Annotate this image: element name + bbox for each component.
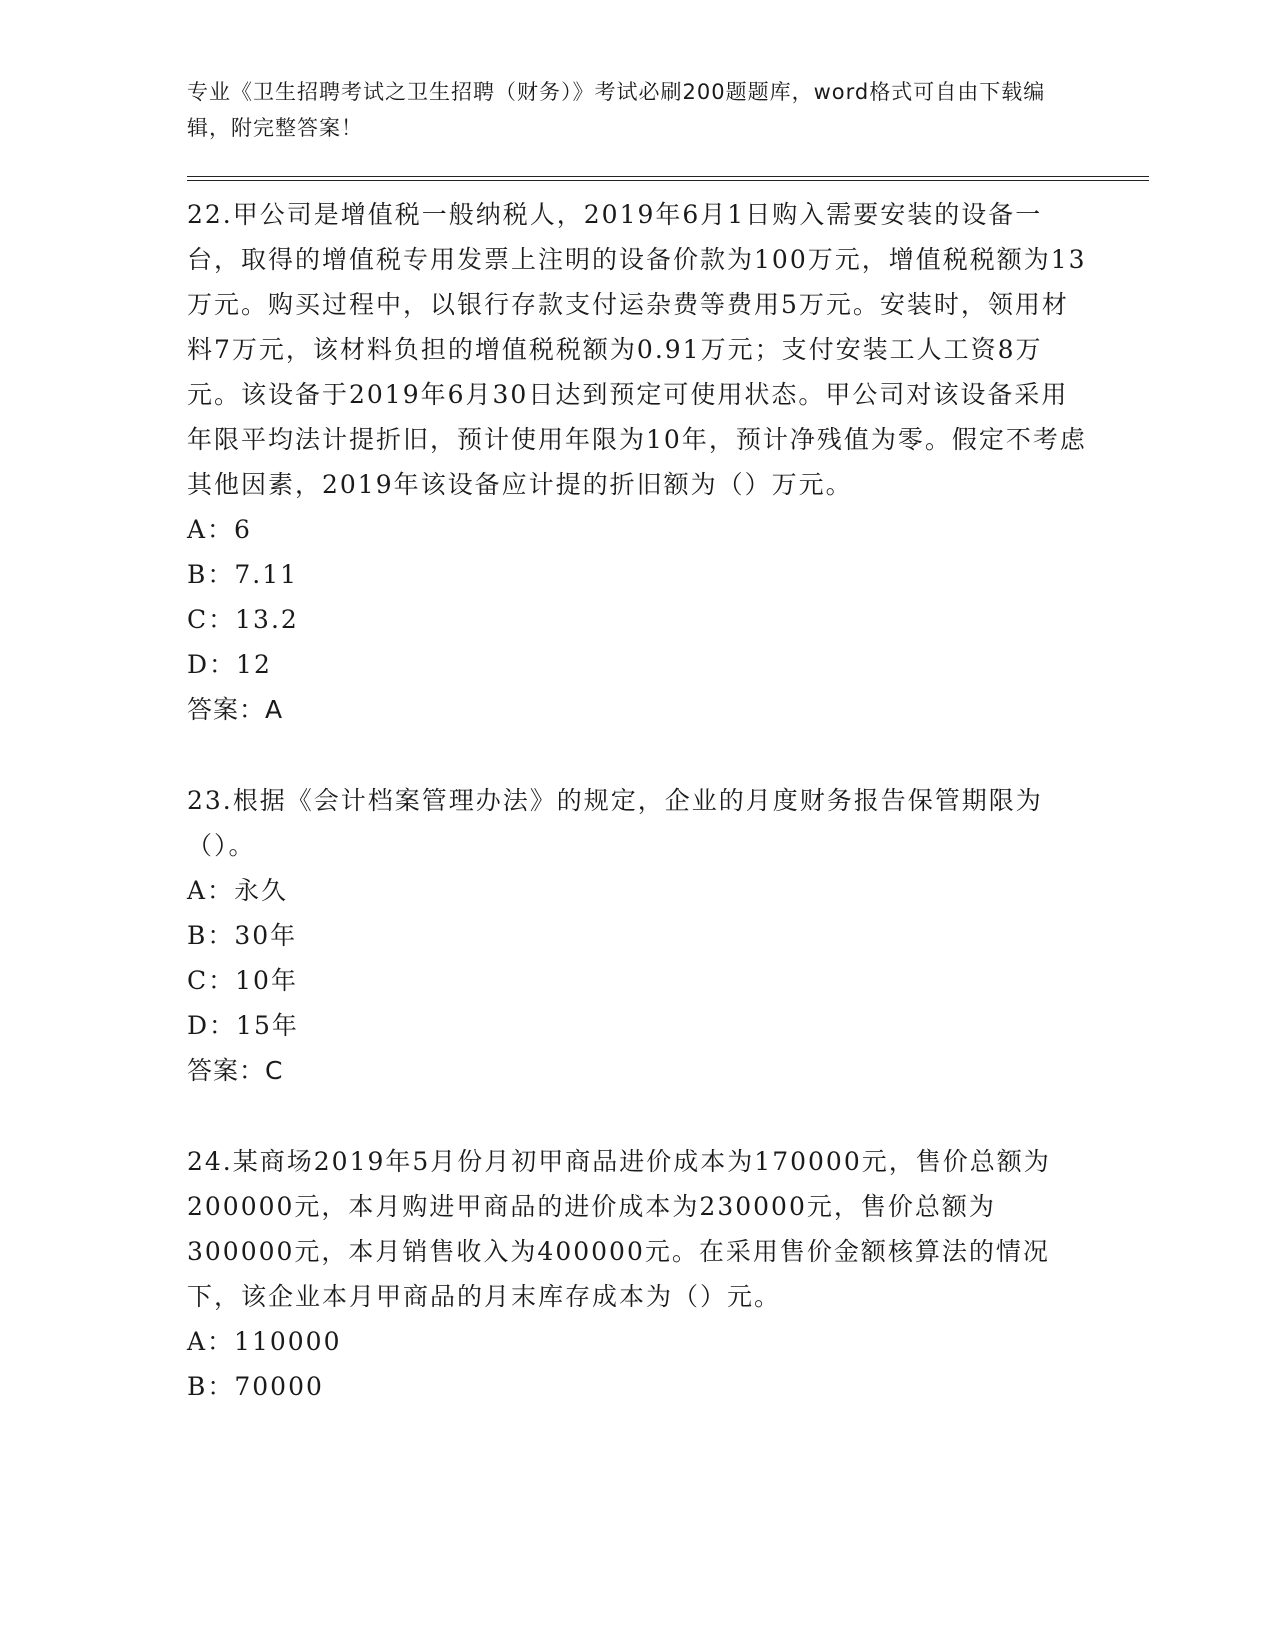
question-text: 24.某商场2019年5月份月初甲商品进价成本为170000元，售价总额为200000元，本月购进甲商品的进价成本为230000元，售价总额为300000元，本月销售收入为400000元。在采用售价金额核算法的情况下，该企业本月甲商品的月末库存成本为（）元。 [187, 1147, 1051, 1311]
question-24 [187, 1139, 1087, 1409]
option-b: B：30年 [187, 921, 298, 950]
header-divider [187, 176, 1149, 181]
question-text: 23.根据《会计档案管理办法》的规定，企业的月度财务报告保管期限为（）。 [187, 786, 1043, 860]
option-a: A：6 [187, 515, 252, 544]
document-header [187, 74, 1067, 146]
option-d: D：15年 [187, 1011, 299, 1040]
answer-label: 答案：A [187, 695, 284, 724]
question-list [187, 192, 1087, 1409]
answer-label: 答案：C [187, 1056, 284, 1085]
question-22 [187, 192, 1087, 732]
option-d: D：12 [187, 650, 272, 679]
header-title: 专业《卫生招聘考试之卫生招聘（财务）》考试必刷200题题库，word格式可自由下载编辑，附完整答案！ [187, 80, 1046, 140]
option-b: B：70000 [187, 1372, 324, 1401]
question-23 [187, 778, 1087, 1093]
option-a: A：永久 [187, 876, 289, 905]
option-c: C：10年 [187, 966, 298, 995]
option-c: C：13.2 [187, 605, 299, 634]
question-text: 22.甲公司是增值税一般纳税人，2019年6月1日购入需要安装的设备一台，取得的增值税专用发票上注明的设备价款为100万元，增值税税额为13万元。购买过程中，以银行存款支付运杂费等费用5万元。安装时，领用材料7万元，该材料负担的增值税税额为0.91万元；支付安装工人工资8万元。该设备于2019年6月30日达到预定可使用状态。甲公司对该设备采用年限平均法计提折旧，预计使用年限为10年，预计净残值为零。假定不考虑其他因素，2019年该设备应计提的折旧额为（）万元。 [187, 200, 1087, 499]
option-a: A：110000 [187, 1327, 342, 1356]
option-b: B：7.11 [187, 560, 299, 589]
